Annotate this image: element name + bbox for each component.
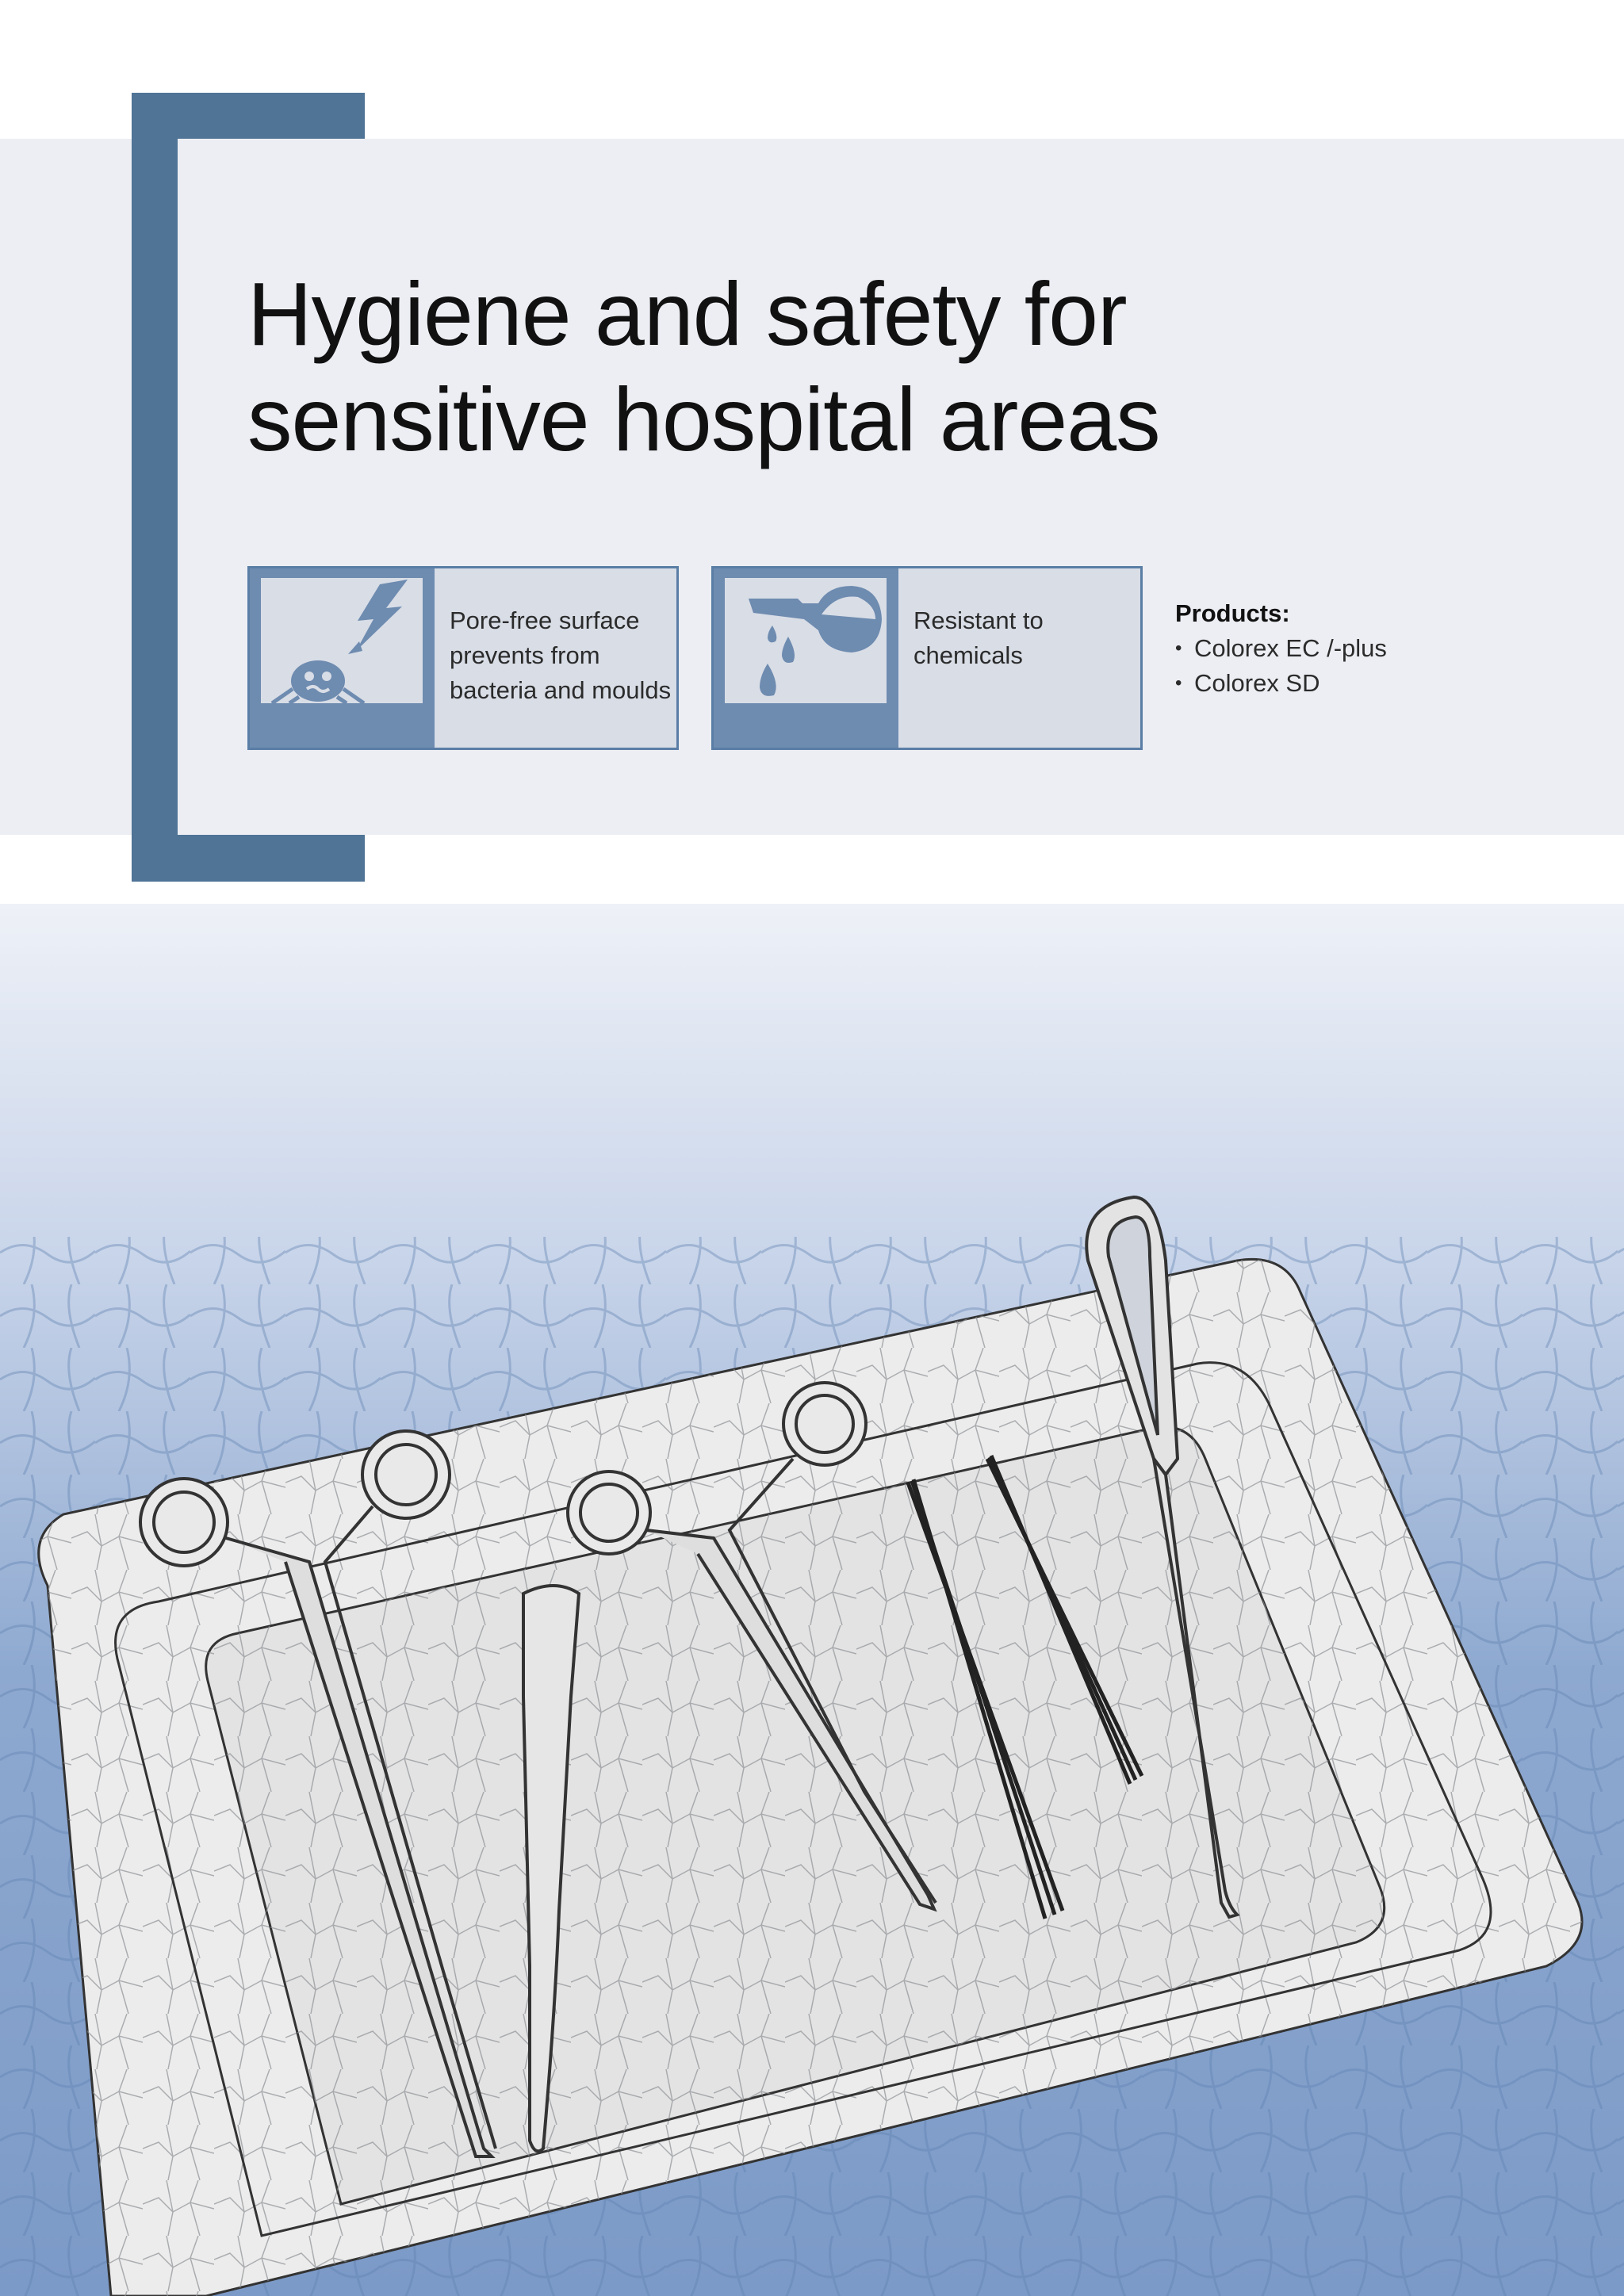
feature-text-line: prevents from <box>450 641 600 669</box>
products-title: Products: <box>1175 599 1290 627</box>
feature-text <box>450 603 680 708</box>
feature-icon-column <box>250 568 435 748</box>
products-items <box>1175 631 1508 701</box>
chemical-flask-icon <box>725 578 887 703</box>
product-item: • Colorex SD <box>1175 666 1508 701</box>
surgical-instrument-tray-image <box>0 904 1624 2296</box>
feature-text-line: Resistant to <box>914 607 1044 634</box>
bracket-accent-side <box>132 93 178 882</box>
feature-text-line: Pore-free surface <box>450 607 640 634</box>
products-list <box>1175 596 1508 701</box>
feature-text <box>914 603 1143 673</box>
product-item: • Colorex EC /-plus <box>1175 631 1508 666</box>
feature-icon-column <box>714 568 898 748</box>
feature-text-line: chemicals <box>914 641 1023 669</box>
feature-card-chemicals <box>711 566 1143 750</box>
title-line-1: Hygiene and safety for <box>247 264 1127 364</box>
title-line-2: sensitive hospital areas <box>247 369 1160 469</box>
feature-text-line: bacteria and moulds <box>450 676 672 704</box>
page-title <box>247 262 1437 473</box>
feature-card-pore-free <box>247 566 679 750</box>
bracket-accent-bottom <box>132 835 365 882</box>
bacteria-lightning-icon <box>261 578 423 703</box>
